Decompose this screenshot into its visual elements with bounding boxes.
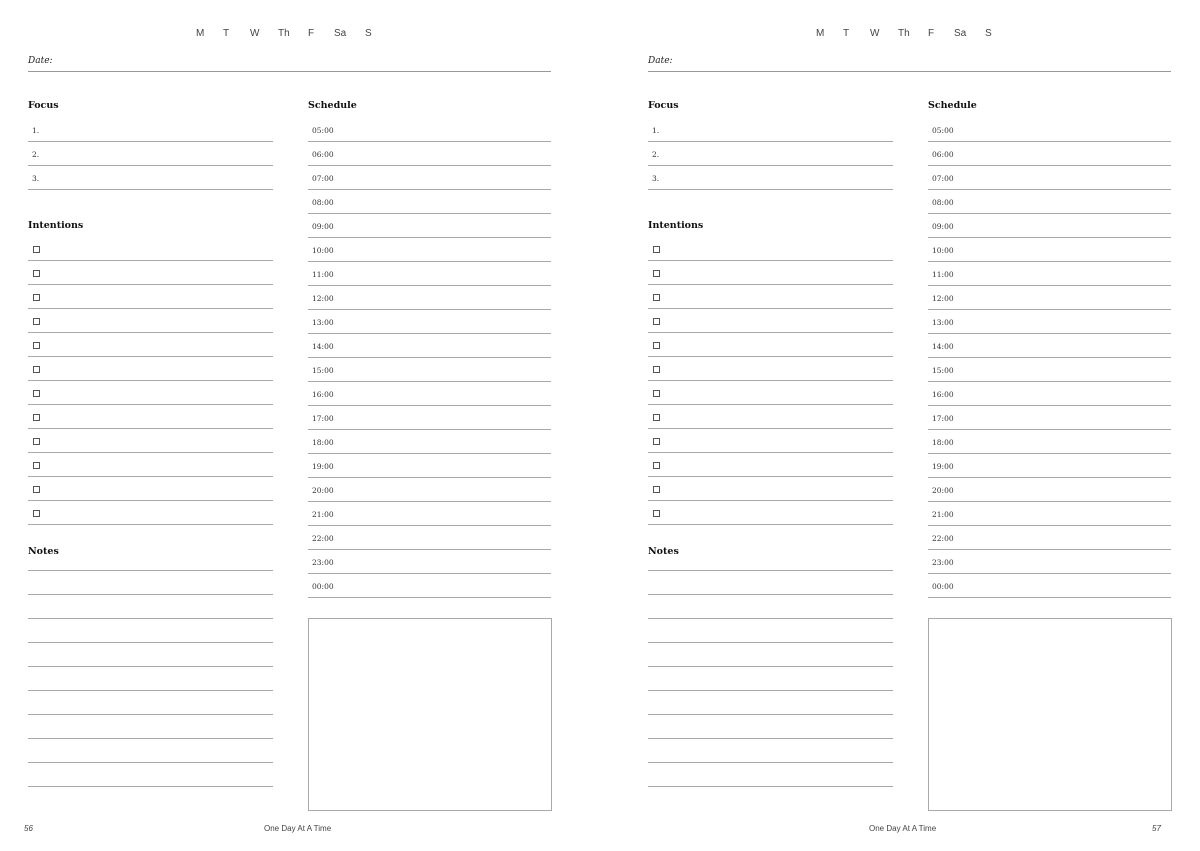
schedule-slot[interactable] [308, 214, 551, 238]
schedule-time: 10:00 [312, 246, 334, 255]
notes-line[interactable] [28, 571, 273, 595]
focus-item-number: 1. [32, 126, 40, 135]
schedule-slot[interactable] [308, 526, 551, 550]
focus-item[interactable] [28, 118, 273, 142]
checkbox-icon[interactable] [653, 270, 660, 277]
focus-heading: Focus [648, 100, 679, 111]
schedule-slot[interactable] [308, 454, 551, 478]
schedule-time: 07:00 [932, 174, 954, 183]
schedule-slot[interactable] [308, 310, 551, 334]
weekday-t[interactable]: T [843, 28, 850, 39]
checkbox-icon[interactable] [33, 438, 40, 445]
schedule-slot[interactable] [928, 382, 1171, 406]
schedule-slot[interactable] [308, 406, 551, 430]
schedule-time: 09:00 [932, 222, 954, 231]
checkbox-icon[interactable] [653, 438, 660, 445]
schedule-time: 20:00 [312, 486, 334, 495]
intention-item[interactable] [28, 501, 273, 525]
schedule-time: 19:00 [312, 462, 334, 471]
schedule-time: 11:00 [932, 270, 954, 279]
checkbox-icon[interactable] [653, 318, 660, 325]
intention-item[interactable] [648, 501, 893, 525]
notes-line[interactable] [28, 643, 273, 667]
schedule-slot[interactable] [928, 214, 1171, 238]
intention-item[interactable] [28, 237, 273, 261]
intention-item[interactable] [648, 429, 893, 453]
schedule-slot[interactable] [308, 382, 551, 406]
page-number: 56 [24, 824, 33, 833]
schedule-slot[interactable] [928, 478, 1171, 502]
intention-item[interactable] [648, 477, 893, 501]
schedule-slot[interactable] [308, 238, 551, 262]
notes-line[interactable] [28, 595, 273, 619]
schedule-time: 22:00 [312, 534, 334, 543]
schedule-time: 22:00 [932, 534, 954, 543]
checkbox-icon[interactable] [653, 414, 660, 421]
schedule-slot[interactable] [928, 430, 1171, 454]
schedule-slot[interactable] [928, 502, 1171, 526]
focus-item-number: 2. [32, 150, 40, 159]
intention-item[interactable] [648, 453, 893, 477]
intention-item[interactable] [28, 333, 273, 357]
checkbox-icon[interactable] [33, 510, 40, 517]
schedule-time: 07:00 [312, 174, 334, 183]
weekday-m[interactable]: M [196, 28, 205, 39]
schedule-slot[interactable] [308, 550, 551, 574]
schedule-time: 15:00 [932, 366, 954, 375]
schedule-time: 12:00 [312, 294, 334, 303]
weekday-s[interactable]: S [985, 28, 992, 39]
book-title: One Day At A Time [264, 824, 332, 833]
intention-item[interactable] [28, 405, 273, 429]
checkbox-icon[interactable] [33, 342, 40, 349]
schedule-time: 13:00 [932, 318, 954, 327]
intention-item[interactable] [28, 285, 273, 309]
schedule-slot[interactable] [928, 142, 1171, 166]
notes-line[interactable] [28, 547, 273, 571]
checkbox-icon[interactable] [653, 462, 660, 469]
schedule-slot[interactable] [928, 358, 1171, 382]
schedule-slot[interactable] [308, 574, 551, 598]
checkbox-icon[interactable] [33, 294, 40, 301]
schedule-time: 00:00 [312, 582, 334, 591]
intention-item[interactable] [28, 453, 273, 477]
schedule-slot[interactable] [308, 262, 551, 286]
intention-item[interactable] [28, 477, 273, 501]
intention-item[interactable] [648, 333, 893, 357]
intention-item[interactable] [648, 357, 893, 381]
intention-item[interactable] [648, 237, 893, 261]
intention-item[interactable] [648, 405, 893, 429]
schedule-slot[interactable] [928, 550, 1171, 574]
notes-line[interactable] [648, 715, 893, 739]
schedule-slot[interactable] [928, 118, 1171, 142]
schedule-slot[interactable] [928, 166, 1171, 190]
schedule-slot[interactable] [308, 190, 551, 214]
checkbox-icon[interactable] [653, 342, 660, 349]
schedule-time: 10:00 [932, 246, 954, 255]
checkbox-icon[interactable] [653, 294, 660, 301]
notes-heading: Notes [648, 546, 679, 557]
notes-line[interactable] [648, 571, 893, 595]
weekday-th[interactable]: Th [278, 28, 290, 39]
schedule-time: 20:00 [932, 486, 954, 495]
notes-line[interactable] [648, 739, 893, 763]
notes-line[interactable] [648, 547, 893, 571]
intention-item[interactable] [648, 381, 893, 405]
date-label: Date: [28, 56, 53, 66]
focus-item-number: 2. [652, 150, 660, 159]
schedule-time: 14:00 [312, 342, 334, 351]
intention-item[interactable] [28, 261, 273, 285]
schedule-slot[interactable] [928, 262, 1171, 286]
schedule-slot[interactable] [928, 406, 1171, 430]
schedule-slot[interactable] [308, 430, 551, 454]
focus-item[interactable] [648, 142, 893, 166]
planner-page-right [620, 0, 1200, 851]
checkbox-icon[interactable] [653, 390, 660, 397]
weekday-m[interactable]: M [816, 28, 825, 39]
schedule-slot[interactable] [308, 118, 551, 142]
notes-line[interactable] [648, 643, 893, 667]
notes-line[interactable] [28, 715, 273, 739]
notes-line[interactable] [648, 763, 893, 787]
schedule-time: 14:00 [932, 342, 954, 351]
schedule-time: 18:00 [312, 438, 334, 447]
focus-item[interactable] [28, 142, 273, 166]
notes-line[interactable] [648, 691, 893, 715]
intentions-heading: Intentions [28, 220, 84, 231]
intention-item[interactable] [28, 429, 273, 453]
schedule-time: 09:00 [312, 222, 334, 231]
schedule-time: 08:00 [312, 198, 334, 207]
schedule-heading: Schedule [308, 100, 357, 111]
notes-line[interactable] [648, 595, 893, 619]
checkbox-icon[interactable] [33, 270, 40, 277]
weekday-t[interactable]: T [223, 28, 230, 39]
checkbox-icon[interactable] [33, 462, 40, 469]
intention-item[interactable] [28, 309, 273, 333]
schedule-time: 17:00 [932, 414, 954, 423]
focus-heading: Focus [28, 100, 59, 111]
focus-item[interactable] [28, 166, 273, 190]
schedule-slot[interactable] [308, 166, 551, 190]
schedule-slot[interactable] [928, 526, 1171, 550]
schedule-slot[interactable] [308, 334, 551, 358]
schedule-time: 12:00 [932, 294, 954, 303]
intentions-heading: Intentions [648, 220, 704, 231]
notes-line[interactable] [28, 763, 273, 787]
checkbox-icon[interactable] [653, 246, 660, 253]
weekday-sa[interactable]: Sa [334, 28, 347, 39]
weekday-w[interactable]: W [870, 28, 880, 39]
schedule-time: 17:00 [312, 414, 334, 423]
date-field[interactable] [28, 54, 551, 72]
schedule-slot[interactable] [308, 286, 551, 310]
book-title: One Day At A Time [869, 824, 937, 833]
focus-item-number: 3. [32, 174, 40, 183]
focus-item[interactable] [648, 166, 893, 190]
intention-item[interactable] [28, 381, 273, 405]
intention-item[interactable] [648, 285, 893, 309]
schedule-slot[interactable] [308, 502, 551, 526]
weekday-th[interactable]: Th [898, 28, 910, 39]
schedule-time: 16:00 [312, 390, 334, 399]
focus-item-number: 3. [652, 174, 660, 183]
schedule-time: 13:00 [312, 318, 334, 327]
intention-item[interactable] [28, 357, 273, 381]
schedule-slot[interactable] [928, 286, 1171, 310]
weekday-sa[interactable]: Sa [954, 28, 967, 39]
schedule-time: 19:00 [932, 462, 954, 471]
checkbox-icon[interactable] [33, 318, 40, 325]
weekday-f[interactable]: F [928, 28, 935, 39]
schedule-heading: Schedule [928, 100, 977, 111]
schedule-time: 15:00 [312, 366, 334, 375]
schedule-time: 23:00 [932, 558, 954, 567]
notes-heading: Notes [28, 546, 59, 557]
schedule-slot[interactable] [928, 238, 1171, 262]
checkbox-icon[interactable] [33, 390, 40, 397]
intention-item[interactable] [648, 309, 893, 333]
schedule-time: 05:00 [312, 126, 334, 135]
intention-item[interactable] [648, 261, 893, 285]
sketch-box[interactable] [308, 618, 552, 811]
focus-item-number: 1. [652, 126, 660, 135]
notes-line[interactable] [28, 619, 273, 643]
notes-line[interactable] [28, 739, 273, 763]
schedule-time: 00:00 [932, 582, 954, 591]
schedule-time: 23:00 [312, 558, 334, 567]
notes-line[interactable] [28, 667, 273, 691]
schedule-time: 21:00 [932, 510, 954, 519]
schedule-time: 21:00 [312, 510, 334, 519]
sketch-box[interactable] [928, 618, 1172, 811]
notes-line[interactable] [28, 691, 273, 715]
notes-line[interactable] [648, 619, 893, 643]
schedule-slot[interactable] [928, 334, 1171, 358]
schedule-slot[interactable] [928, 574, 1171, 598]
date-label: Date: [648, 56, 673, 66]
checkbox-icon[interactable] [653, 510, 660, 517]
schedule-time: 18:00 [932, 438, 954, 447]
checkbox-icon[interactable] [33, 414, 40, 421]
schedule-slot[interactable] [308, 478, 551, 502]
checkbox-icon[interactable] [653, 366, 660, 373]
schedule-slot[interactable] [308, 142, 551, 166]
date-field[interactable] [648, 54, 1171, 72]
schedule-time: 16:00 [932, 390, 954, 399]
checkbox-icon[interactable] [33, 486, 40, 493]
notes-line[interactable] [648, 667, 893, 691]
schedule-slot[interactable] [928, 190, 1171, 214]
schedule-slot[interactable] [928, 454, 1171, 478]
focus-item[interactable] [648, 118, 893, 142]
schedule-slot[interactable] [928, 310, 1171, 334]
weekday-f[interactable]: F [308, 28, 315, 39]
weekday-w[interactable]: W [250, 28, 260, 39]
weekday-s[interactable]: S [365, 28, 372, 39]
page-number: 57 [1152, 824, 1161, 833]
schedule-time: 06:00 [932, 150, 954, 159]
schedule-time: 08:00 [932, 198, 954, 207]
schedule-time: 05:00 [932, 126, 954, 135]
checkbox-icon[interactable] [653, 486, 660, 493]
checkbox-icon[interactable] [33, 246, 40, 253]
schedule-slot[interactable] [308, 358, 551, 382]
schedule-time: 11:00 [312, 270, 334, 279]
schedule-time: 06:00 [312, 150, 334, 159]
checkbox-icon[interactable] [33, 366, 40, 373]
